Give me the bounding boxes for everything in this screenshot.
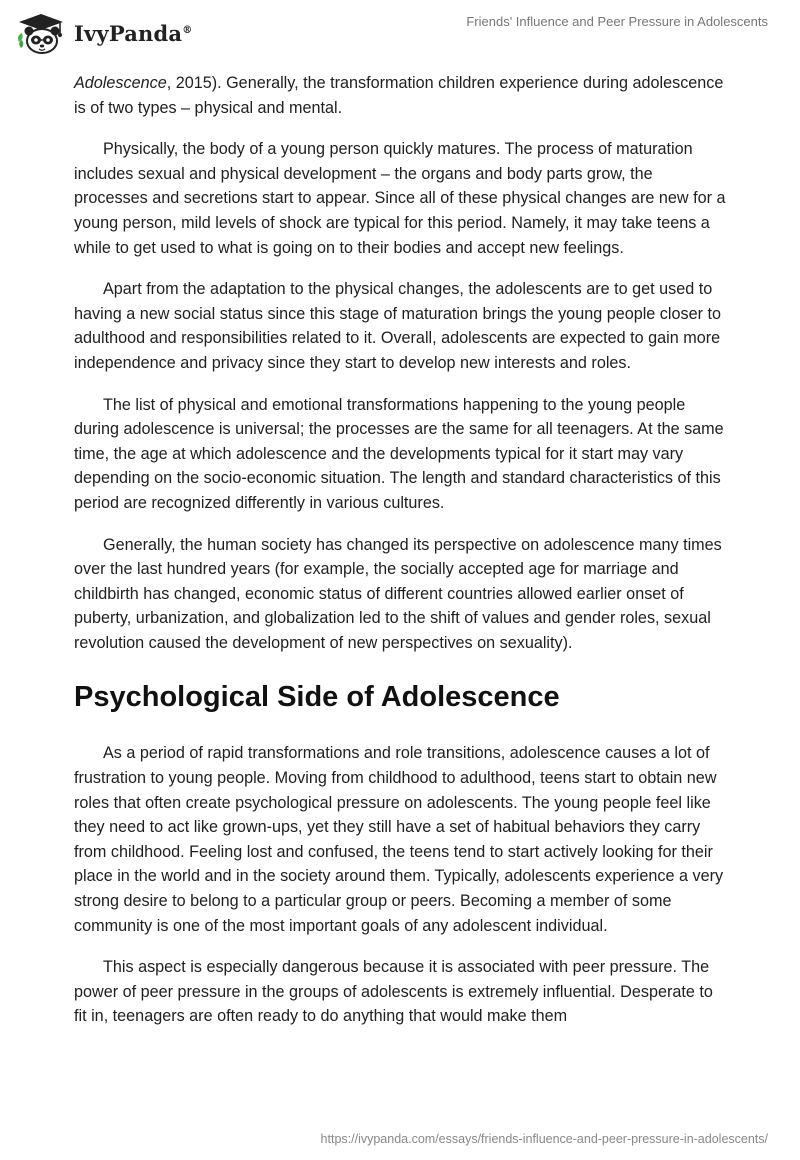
continuation-paragraph xyxy=(74,71,726,120)
essay-body xyxy=(74,71,726,1046)
logo-wordmark: IvyPanda® xyxy=(74,20,193,46)
panda-mascot-icon xyxy=(16,12,66,54)
continuation-text: , 2015). Generally, the transformation children experience during adolescence is of two types – physical and mental. xyxy=(74,74,724,117)
paragraph-physical: Physically, the body of a young person quickly matures. The process of maturation includes sexual and physical development – the organs and body parts grow, the processes and secretions start to appear. Since all of these physical changes are new for a young person, mild levels of shock are typical for this period. Namely, it may take teens a while to get used to what is going on to their bodies and accept new feelings. xyxy=(74,140,726,257)
document-title: Friends' Influence and Peer Pressure in Adolescents xyxy=(466,14,768,29)
source-url[interactable]: https://ivypanda.com/essays/friends-influence-and-peer-pressure-in-adolescents/ xyxy=(320,1132,768,1146)
paragraph-universal: The list of physical and emotional transformations happening to the young people during adolescence is universal; the processes are the same for all teenagers. At the same time, the age at which adolescence and the developments typical for it start may vary depending on the socio-economic situation. The length and standard characteristics of this period are recognized differently in various cultures. xyxy=(74,395,724,512)
registered-mark: ® xyxy=(182,24,193,36)
page-header xyxy=(0,0,800,64)
paragraph-social-status: Apart from the adaptation to the physical changes, the adolescents are to get used to having a new social status since this stage of maturation brings the young people closer to adulthood and responsibilities related to it. Overall, adolescents are expected to gain more independence and privacy since they start to develop new interests and roles. xyxy=(74,280,721,372)
paragraph-peer-pressure: This aspect is especially dangerous because it is associated with peer pressure. The power of peer pressure in the groups of adolescents is extremely influential. Desperate to fit in, teenagers are often ready to do anything that would make them xyxy=(74,958,713,1026)
paragraph-psychological: As a period of rapid transformations and role transitions, adolescence causes a lot of frustration to young people. Moving from childhood to adulthood, teens start to obtain new roles that often create psychological pressure on adolescents. The young people feel like they need to act like grown-ups, yet they still have a set of habitual behaviors they carry from childhood. Feeling lost and confused, the teens tend to start actively looking for their place in the world and in the society around them. Typically, adolescents experience a very strong desire to belong to a particular group or peers. Becoming a member of some community is one of the most important goals of any adolescent individual. xyxy=(74,744,724,935)
ivypanda-logo[interactable] xyxy=(16,12,192,54)
paragraph-society-perspective: Generally, the human society has changed its perspective on adolescence many times over the last hundred years (for example, the socially accepted age for marriage and childbirth has changed, economic status of different countries allowed earlier onset of puberty, urbanization, and globalization led to the shift of values and gender roles, sexual revolution caused the development of new perspectives on sexuality). xyxy=(74,535,722,652)
citation-title: Adolescence xyxy=(74,74,167,92)
section-heading: Psychological Side of Adolescence xyxy=(74,681,560,714)
